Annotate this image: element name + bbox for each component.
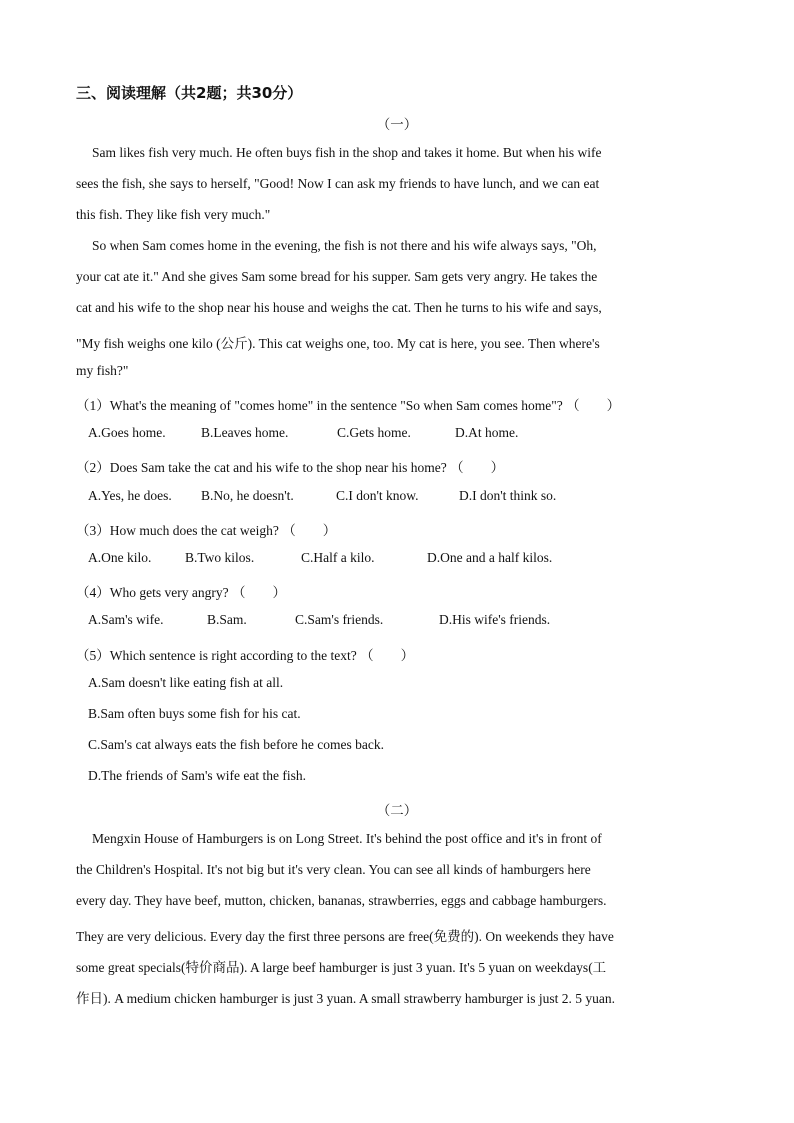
option-a[interactable]: A.Goes home.: [88, 425, 166, 440]
option-a[interactable]: A.One kilo.: [88, 550, 152, 565]
question-2-options: [88, 488, 556, 504]
question-2: （2）Does Sam take the cat and his wife to the shop near his home? （ ）: [76, 460, 505, 475]
question-3-options: [88, 550, 552, 566]
passage-2-line: the Children's Hospital. It's not big but it's very clean. You can see all kinds of hamburgers here: [76, 862, 591, 877]
passage-1-line: So when Sam comes home in the evening, the fish is not there and his wife always says, "Oh,: [92, 238, 597, 253]
question-5-option-a[interactable]: A.Sam doesn't like eating fish at all.: [88, 675, 284, 690]
passage-1-line: your cat ate it." And she gives Sam some bread for his supper. Sam gets very angry. He takes the: [76, 269, 598, 284]
question-4-options: [88, 612, 550, 628]
option-d[interactable]: D.I don't think so.: [459, 488, 557, 503]
question-3: （3）How much does the cat weigh? （ ）: [76, 523, 337, 538]
option-c[interactable]: C.Half a kilo.: [301, 550, 375, 565]
passage-2-line: Mengxin House of Hamburgers is on Long Street. It's behind the post office and it's in front of: [92, 831, 602, 846]
passage-1-line: Sam likes fish very much. He often buys fish in the shop and takes it home. But when his wife: [92, 145, 602, 160]
passage-1-line: my fish?": [76, 363, 129, 378]
question-5-option-c[interactable]: C.Sam's cat always eats the fish before he comes back.: [88, 737, 384, 752]
passage-1-line: this fish. They like fish very much.": [76, 207, 271, 222]
option-d[interactable]: D.One and a half kilos.: [427, 550, 553, 565]
question-1: （1）What's the meaning of "comes home" in the sentence "So when Sam comes home"? （ ）: [76, 398, 621, 413]
option-b[interactable]: B.Two kilos.: [185, 550, 255, 565]
passage-2-label: （二）: [376, 803, 418, 818]
passage-1-line: "My fish weighs one kilo (公斤). This cat weighs one, too. My cat is here, you see. Then where's: [76, 336, 600, 351]
passage-1-line: sees the fish, she says to herself, "Good! Now I can ask my friends to have lunch, and we can eat: [76, 176, 600, 191]
question-5: （5）Which sentence is right according to the text? （ ）: [76, 648, 415, 663]
option-b[interactable]: B.Leaves home.: [201, 425, 289, 440]
passage-2-line: some great specials(特价商品). A large beef hamburger is just 3 yuan. It's 5 yuan on weekdays(工: [76, 960, 607, 975]
passage-1-label: （一）: [376, 117, 418, 132]
section-title: 三、阅读理解（共2题；共30分）: [76, 84, 303, 102]
option-c[interactable]: C.I don't know.: [336, 488, 419, 503]
option-b[interactable]: B.Sam.: [207, 612, 247, 627]
question-4: （4）Who gets very angry? （ ）: [76, 585, 286, 600]
passage-2-line: 作日). A medium chicken hamburger is just 3 yuan. A small strawberry hamburger is just 2. 5 yuan.: [76, 991, 616, 1006]
option-a[interactable]: A.Sam's wife.: [88, 612, 164, 627]
question-5-option-b[interactable]: B.Sam often buys some fish for his cat.: [88, 706, 301, 721]
option-c[interactable]: C.Gets home.: [337, 425, 411, 440]
question-5-option-d[interactable]: D.The friends of Sam's wife eat the fish.: [88, 768, 306, 783]
option-d[interactable]: D.At home.: [455, 425, 519, 440]
option-b[interactable]: B.No, he doesn't.: [201, 488, 294, 503]
passage-2-line: every day. They have beef, mutton, chicken, bananas, strawberries, eggs and cabbage hamburgers.: [76, 893, 607, 908]
passage-1-line: cat and his wife to the shop near his house and weighs the cat. Then he turns to his wife and says,: [76, 300, 602, 315]
question-1-options: [88, 425, 518, 441]
option-d[interactable]: D.His wife's friends.: [439, 612, 551, 627]
option-c[interactable]: C.Sam's friends.: [295, 612, 384, 627]
option-a[interactable]: A.Yes, he does.: [88, 488, 172, 503]
passage-2-line: They are very delicious. Every day the first three persons are free(免费的). On weekends they have: [76, 929, 614, 944]
